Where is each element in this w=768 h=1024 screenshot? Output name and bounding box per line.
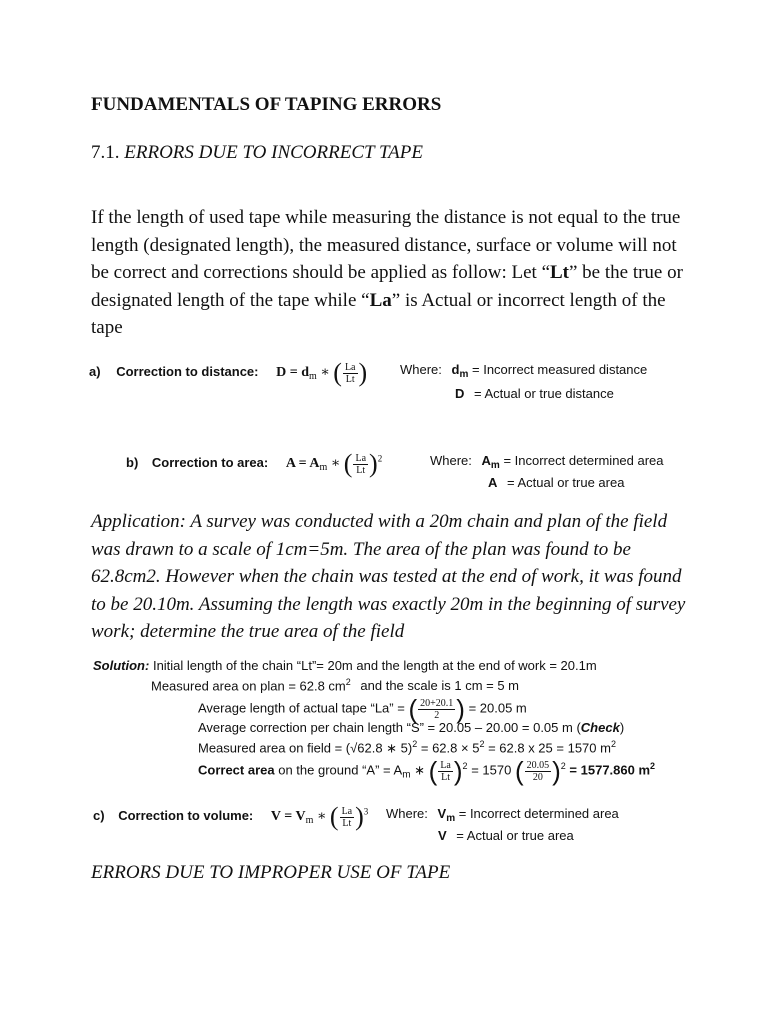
solution-line-6-sup-1: 2 — [462, 761, 468, 772]
solution-line-4-a: Average correction per chain length “S” = 20.05 – 20.00 = 0.05 m ( — [198, 720, 581, 735]
solution-result: = 1577.860 m — [569, 762, 651, 778]
solution-line-2-a: Measured area on plan = 62.8 cm — [151, 678, 346, 694]
solution-line-4-b: ) — [619, 720, 625, 735]
formula-b-w1-text: = Incorrect determined area — [503, 453, 664, 468]
solution-line-3: Average length of actual tape “La” = ( $\frac{20+20.1}{2}$ ) = 20.05 m — [198, 694, 527, 724]
solution-line-3-den: 2 — [434, 709, 440, 721]
intro-la: La — [369, 289, 392, 311]
solution-line-6-num-2: 20.05 — [526, 759, 550, 771]
formula-b-name: Correction to area: — [151, 455, 269, 471]
formula-a-w2-symbol: D — [455, 386, 465, 401]
solution-line-6: Correct area on the ground “A” = $A_m$ ∗ ( $\frac{La}{Lt}$ )$^2$ = 1570 ( $\frac{20.05}{20}$ )$^2$ = 1577.860 $m^2$ — [198, 756, 656, 786]
intro-text-b: ” be the true or designated length of the tape while “ — [91, 262, 683, 311]
formula-b-w2-text: = Actual or true area — [507, 475, 625, 490]
solution-line-6-num: La — [440, 759, 451, 771]
intro-paragraph — [91, 204, 691, 342]
formula-b-row — [126, 451, 382, 477]
formula-c-where-2 — [438, 828, 574, 843]
formula-c-equation: $V = V_m$ ∗ ( $\frac{La}{Lt}$ )$^3$ — [270, 802, 369, 831]
solution-line-5-a: Measured area on field = (√62.8 ∗ 5) — [198, 740, 413, 756]
formula-c-fraction — [340, 806, 355, 829]
formula-b-sub: m — [319, 462, 328, 474]
formula-b-exponent: 2 — [377, 453, 383, 464]
formula-c-num: La — [341, 805, 353, 817]
solution-label: Solution: — [93, 658, 150, 673]
section-heading — [91, 142, 423, 164]
formula-a-fraction — [343, 362, 358, 385]
formula-c-where-label: Where: — [386, 806, 428, 821]
solution-line-4-check: Check — [580, 720, 620, 735]
formula-c-w2-text: = Actual or true area — [456, 828, 574, 843]
formula-b-label: b) — [126, 455, 139, 471]
formula-c-w2-symbol: V — [438, 828, 447, 843]
formula-b-lhs: A = A — [285, 456, 320, 472]
section-number: 7.1. — [91, 142, 120, 163]
solution-line-6-fraction-1 — [438, 760, 453, 783]
formula-b-equation: $A = A_m$ ∗ ( $\frac{La}{Lt}$ )$^2$ — [285, 449, 383, 478]
solution-line-6-sub: m — [402, 769, 411, 781]
intro-text-c: ” is Actual or incorrect length of the tape — [91, 289, 666, 338]
formula-b-where-label: Where: — [430, 453, 472, 468]
formula-b-den: Lt — [356, 464, 366, 476]
formula-c-label: c) — [93, 808, 105, 824]
formula-a-lhs: D = d — [276, 365, 309, 381]
solution-line-5-sup-3: 2 — [610, 739, 616, 749]
solution-line-2 — [151, 677, 519, 693]
solution-line-6-fraction-2 — [525, 760, 552, 783]
solution-line-3-num: 20+20.1 — [420, 697, 454, 709]
formula-a-row — [89, 360, 367, 386]
formula-c-w1-text: = Incorrect determined area — [458, 806, 619, 821]
formula-b-w1-sub: m — [490, 460, 500, 471]
formula-b-w1-symbol: A — [481, 453, 491, 468]
section-title: ERRORS DUE TO INCORRECT TAPE — [124, 142, 423, 163]
formula-a-w1-text: = Incorrect measured distance — [472, 362, 648, 377]
formula-b-num: La — [355, 452, 367, 464]
solution-result-sup: 2 — [650, 761, 656, 772]
formula-a-w1-sub: m — [459, 369, 469, 380]
formula-a-w2-text: = Actual or true distance — [474, 386, 614, 401]
solution-line-5-c: = 62.8 x 25 = 1570 m — [488, 740, 611, 756]
solution-line-5-sup-1: 2 — [412, 739, 418, 749]
solution-line-3-a: Average length of actual tape “La” = — [198, 700, 405, 716]
formula-a-den: Lt — [345, 373, 355, 385]
formula-a-name: Correction to distance: — [116, 364, 259, 380]
solution-line-6-b: = 1570 — [471, 762, 512, 778]
solution-line-1-text: Initial length of the chain “Lt”= 20m and the length at the end of work = 20.1m — [152, 658, 597, 673]
solution-line-4 — [198, 720, 624, 735]
solution-line-2-sup: 2 — [345, 677, 351, 687]
next-section-heading: ERRORS DUE TO IMPROPER USE OF TAPE — [91, 862, 451, 883]
application-paragraph: Application: A survey was conducted with a 20m chain and plan of the field was drawn to a scale of 1cm=5m. The area of the plan was found to be 62.8cm2. However when the chain was tested at the end of work, it was found to be 20.10m. Assuming the length was exactly 20m in the beginning of survey work; determine the true area of the field — [91, 511, 686, 642]
formula-b-fraction — [353, 453, 368, 476]
formula-b-w2-symbol: A — [488, 475, 498, 490]
formula-c-where — [386, 806, 619, 824]
solution-line-6-bold: Correct area — [198, 762, 275, 778]
formula-c-row — [93, 804, 368, 830]
solution-line-1 — [93, 658, 597, 673]
formula-c-w1-symbol: V — [437, 806, 447, 821]
formula-a-w1-symbol: d — [451, 362, 460, 377]
solution-line-5-sup-2: 2 — [479, 739, 485, 749]
document-title: FUNDAMENTALS OF TAPING ERRORS — [91, 94, 442, 115]
intro-lt: Lt — [550, 262, 569, 283]
formula-b-where-2 — [488, 475, 624, 490]
formula-c-name: Correction to volume: — [118, 808, 254, 824]
formula-a-label: a) — [89, 364, 101, 380]
formula-a-equation: $D = d_m$ ∗ ( $\frac{La}{Lt}$ ) — [276, 358, 368, 387]
solution-line-3-b: = 20.05 m — [468, 700, 527, 716]
solution-line-6-den: Lt — [441, 771, 451, 783]
formula-a-where-2 — [455, 386, 614, 401]
formula-c-lhs: V = V — [270, 809, 306, 825]
formula-c-w1-sub: m — [446, 813, 456, 824]
formula-a-num: La — [344, 361, 356, 373]
formula-c-den: Lt — [342, 817, 352, 829]
formula-c-exponent: 3 — [363, 806, 369, 817]
solution-line-2-c: and the scale is 1 cm = 5 m — [360, 678, 520, 694]
formula-a-where-label: Where: — [400, 362, 442, 377]
formula-b-where — [430, 453, 664, 471]
formula-a-where — [400, 362, 647, 380]
solution-line-3-fraction — [418, 698, 455, 721]
solution-line-5-b: = 62.8 × 5 — [420, 740, 480, 756]
formula-c-sub: m — [305, 815, 314, 827]
solution-line-6-sup-2: 2 — [560, 761, 566, 772]
formula-a-sub: m — [308, 371, 317, 383]
solution-line-6-den-2: 20 — [532, 771, 543, 783]
intro-text-a: If the length of used tape while measuring the distance is not equal to the true length (designated length), the measured distance, surface or volume will not be correct and corrections should be applied as follow: Let “ — [91, 207, 681, 283]
solution-line-6-a: on the ground “A” = A — [278, 762, 403, 778]
solution-line-5 — [198, 739, 616, 756]
